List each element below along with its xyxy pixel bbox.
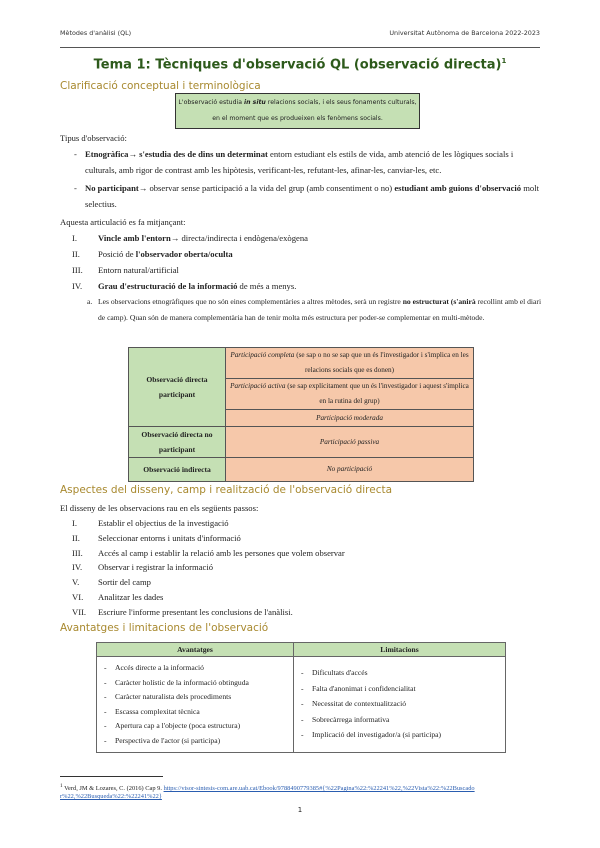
title-text: Tema 1: Tècniques d'observació QL (observació directa) xyxy=(93,57,502,73)
footnote-divider xyxy=(60,776,163,777)
item-text: Apertura cap a l'objecte (poca estructura) xyxy=(115,721,241,730)
item-text: Accés al camp i establir la relació amb les persones que volem observar xyxy=(98,547,345,558)
item-text: Establir el objectius de la investigació xyxy=(98,518,229,528)
item-text: Necessitat de contextualització xyxy=(312,699,407,708)
list-item xyxy=(72,230,542,246)
list-item: - Sobrecàrrega informativa xyxy=(301,714,390,724)
item-num: I. xyxy=(72,233,78,243)
col-header-limitations: Limitacions xyxy=(294,643,506,657)
header-university: Universitat Autònoma de Barcelona 2022-2023 xyxy=(389,29,540,37)
box-text: L'observació estudia xyxy=(178,99,244,106)
box-text-2: relacions socials, i els seus fonaments culturals, en el moment que es produeixen els fenòmens socials. xyxy=(212,99,417,122)
item-bold: l'observador oberta/oculta xyxy=(135,249,233,259)
item-text: recollint amb el diari de camp). Quan són de manera complementària han de tenir molta més estructura per poder-se complementar en multi-mètode. xyxy=(98,297,542,322)
footnote xyxy=(60,782,480,801)
section-heading-clarification: Clarificació conceptual i terminològica xyxy=(60,80,261,92)
item-bold: estudiant amb guions d'observació xyxy=(394,183,522,193)
item-bold: No participant→ xyxy=(85,183,148,193)
page-number: 1 xyxy=(297,806,303,814)
advantages-table xyxy=(96,642,506,753)
design-intro: El disseny de les observacions rau en els següents passos: xyxy=(60,503,259,513)
item-text: Implicació del investigador/a (si participa) xyxy=(312,730,442,739)
cell-passive xyxy=(226,427,474,458)
item-text: Sobrecàrrega informativa xyxy=(312,714,390,724)
list-item: - Apertura cap a l'objecte (poca estructura) xyxy=(104,721,241,730)
list-item: - Accés directe a la informació xyxy=(104,663,204,672)
row-label: Observació directa participant xyxy=(129,348,226,427)
list-item: - Dificultats d'accés xyxy=(301,668,368,677)
observation-types-table xyxy=(128,347,474,482)
page-title xyxy=(0,57,600,72)
item-num: I. xyxy=(72,518,78,528)
list-item: - Etnogràfica→ s'estudia des de dins un determinat entorn estudiant els estils de vida, amb atenció de les lògiques socials i culturals, amb rigor de contrast amb les hipòtesis, verificant-les, refutant-les, afinar-les, canviar-les, etc. xyxy=(74,149,514,175)
list-item: - Necessitat de contextualització xyxy=(301,699,407,708)
item-text: Les observacions etnogràfiques que no són eines complementàries a altres mètodes, serà un registre xyxy=(98,297,403,306)
item-text: Escriure l'informe presentant les conclusions de l'anàlisi. xyxy=(98,606,293,617)
item-num: VI. xyxy=(72,591,84,602)
sub-item-a xyxy=(87,294,542,326)
articulation-intro: Aquesta articulació es fa mitjançant: xyxy=(60,217,186,227)
row-label: Observació indirecta xyxy=(129,458,226,482)
cell-moderate xyxy=(226,410,474,427)
item-text: Seleccionar entorns i unitats d'informació xyxy=(98,532,241,543)
item-text: entorn estudiant els estils de vida, amb atenció de les lògiques socials i culturals, amb rigor de contrast amb les hipòtesis, verificant-les, refutant-les, afinar-les, canviar-les, etc. xyxy=(85,149,514,175)
item-num: a. xyxy=(87,297,93,306)
header-course: Mètodes d'anàlisi (QL) xyxy=(60,29,132,37)
list-item xyxy=(72,262,542,278)
item-text: molt selectius. xyxy=(85,183,539,209)
cell-em: Participació passiva xyxy=(319,437,380,446)
section-heading-design: Aspectes del disseny, camp i realització de l'observació directa xyxy=(60,484,393,496)
footnote-ref[interactable]: 1 xyxy=(501,57,507,65)
list-item xyxy=(72,575,542,590)
cell-none xyxy=(226,458,474,482)
cell-em: Participació moderada xyxy=(316,413,383,422)
definition-box xyxy=(175,93,420,129)
limitations-list xyxy=(301,665,505,743)
list-item: - Escassa complexitat tècnica xyxy=(104,706,200,716)
item-text: Accés directe a la informació xyxy=(115,663,204,672)
row-label: Observació directa no participant xyxy=(129,427,226,458)
design-section xyxy=(60,501,542,620)
item-text: de més a menys. xyxy=(237,281,297,291)
cell-em: Participació completa xyxy=(230,351,295,359)
item-text: Observar i registrar la informació xyxy=(98,562,214,573)
item-text: Perspectiva de l'actor (si participa) xyxy=(115,735,221,745)
item-text: Escassa complexitat tècnica xyxy=(115,706,200,716)
list-item xyxy=(72,590,542,605)
cell-em: Participació activa xyxy=(230,382,286,390)
item-num: IV. xyxy=(72,562,83,573)
item-bold: Grau d'estructuració de la informació xyxy=(98,281,238,291)
item-text: Caràcter holístic de la informació obtinguda xyxy=(115,677,249,687)
item-text: Falta d'anonimat i confidencialitat xyxy=(312,683,416,693)
list-item: - Implicació del investigador/a (si participa) xyxy=(301,730,442,739)
list-item: - Caràcter naturalista dels procediments xyxy=(104,692,232,701)
footnote-text: Verd, JM & Lozares, C. (2016) Cap 9. xyxy=(64,785,164,793)
item-text: Analitzar les dades xyxy=(98,591,164,602)
item-num: IV. xyxy=(72,281,83,291)
articulation-section xyxy=(60,214,542,326)
item-text: Sortir del camp xyxy=(98,577,151,588)
item-num: III. xyxy=(72,547,83,558)
section-heading-advantages: Avantatges i limitacions de l'observació xyxy=(60,622,269,634)
types-label: Tipus d'observació: xyxy=(60,133,127,143)
item-text: directa/indirecta i endògena/exògena xyxy=(179,233,308,243)
footnote-link[interactable]: https://visor-sintesis-com.are.uab.cat/Ebook/9788490779385#{%22Pagina%22:%22241%22,%22Vista%22:%22Buscador%22,%22Busqueda%22:%22241%22} xyxy=(60,785,475,801)
item-num: II. xyxy=(72,532,80,543)
item-num: VII. xyxy=(72,606,87,617)
box-em: in situ xyxy=(243,99,266,106)
item-bold: no estructurat (s'anirà xyxy=(402,297,476,306)
design-steps xyxy=(72,516,542,620)
cell-complete xyxy=(226,348,474,379)
header-divider xyxy=(60,47,540,48)
list-item xyxy=(72,278,542,294)
footnote-num: 1 xyxy=(60,783,63,789)
item-bold: Etnogràfica→ s'estudia des de dins un determinat xyxy=(85,149,268,159)
list-item: - No participant→ observar sense participació a la vida del grup (amb consentiment o no) estudiant amb guions d'observació molt selectius. xyxy=(74,183,539,209)
list-item: - Perspectiva de l'actor (si participa) xyxy=(104,735,221,745)
item-bold: Vincle amb l'entorn→ xyxy=(98,233,180,243)
item-num: V. xyxy=(72,577,80,588)
item-text: Posició de xyxy=(98,249,136,259)
advantages-list xyxy=(104,661,293,748)
item-num: III. xyxy=(72,265,83,275)
list-item xyxy=(72,246,542,262)
list-item xyxy=(72,516,542,531)
list-item xyxy=(72,546,542,561)
list-item xyxy=(72,605,542,620)
types-section xyxy=(60,130,542,212)
list-item xyxy=(72,560,542,575)
item-text: observar sense participació a la vida del grup (amb consentiment o no) xyxy=(147,183,395,193)
cell-active xyxy=(226,379,474,410)
list-item: - Falta d'anonimat i confidencialitat xyxy=(301,683,416,693)
item-text: Entorn natural/artificial xyxy=(98,265,179,275)
cell-text: (se sap o no se sap que un és l'investigador i s'implica en les relacions socials que es donen) xyxy=(294,351,469,374)
item-text: Caràcter naturalista dels procediments xyxy=(115,692,232,701)
list-item: - Caràcter holístic de la informació obtinguda xyxy=(104,677,249,687)
item-num: II. xyxy=(72,249,80,259)
col-header-advantages: Avantatges xyxy=(97,643,294,657)
cell-em: No participació xyxy=(326,465,373,473)
item-text: Dificultats d'accés xyxy=(312,668,368,677)
list-item xyxy=(72,531,542,546)
cell-text: (se sap explícitament que un és l'investigador i aquest s'implica en la rutina del grup) xyxy=(285,382,469,405)
